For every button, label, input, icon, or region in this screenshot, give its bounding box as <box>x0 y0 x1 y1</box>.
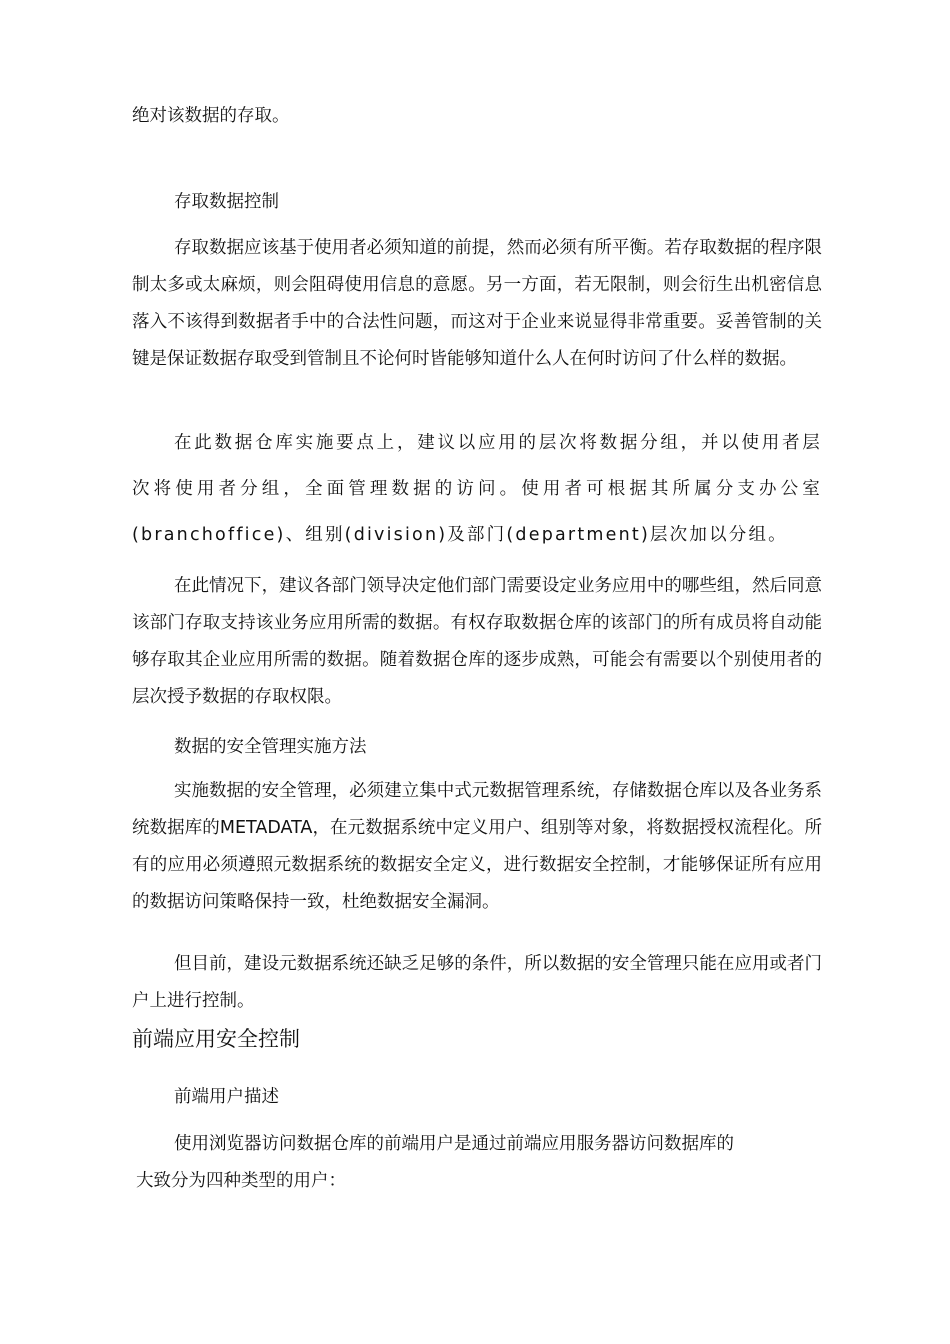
paragraph-frontend-1: 使用浏览器访问数据仓库的前端用户是通过前端应用服务器访问数据库的 <box>174 1134 734 1154</box>
paragraph-security-1: 实施数据的安全管理，必须建立集中式元数据管理系统，存储数据仓库以及各业务系统数据库的METADATA，在元数据系统中定义用户、组别等对象，将数据授权流程化。所有的应用必须遵照元数据系统的数据安全定义，进行数据安全控制，才能够保证所有应用的数据访问策略保持一致，杜绝数据安全漏洞。 <box>132 781 822 912</box>
paragraph-security-2: 但目前，建设元数据系统还缺乏足够的条件，所以数据的安全管理只能在应用或者门户上进行控制。 <box>132 954 822 1011</box>
subheading-security-method: 数据的安全管理实施方法 <box>174 737 367 757</box>
paragraph-access-1: 存取数据应该基于使用者必须知道的前提，然而必须有所平衡。若存取数据的程序限制太多或太麻烦，则会阻碍使用信息的意愿。另一方面，若无限制，则会衍生出机密信息落入不该得到数据者手中的合法性问题，而这对于企业来说显得非常重要。妥善管制的关键是保证数据存取受到管制且不论何时皆能够知道什么人在何时访问了什么样的数据。 <box>132 238 822 369</box>
paragraph-access-3: 在此情况下，建议各部门领导决定他们部门需要设定业务应用中的哪些组，然后同意该部门存取支持该业务应用所需的数据。有权存取数据仓库的该部门的所有成员将自动能够存取其企业应用所需的数据。随着数据仓库的逐步成熟，可能会有需要以个别使用者的层次授予数据的存取权限。 <box>132 576 822 707</box>
subheading-access-control: 存取数据控制 <box>174 192 279 212</box>
paragraph-frontend-2: 大致分为四种类型的用户： <box>136 1171 346 1191</box>
heading-frontend: 前端应用安全控制 <box>132 1027 300 1051</box>
paragraph-top: 绝对该数据的存取。 <box>132 106 290 126</box>
subheading-frontend-users: 前端用户描述 <box>174 1087 279 1107</box>
paragraph-access-2: 在此数据仓库实施要点上，建议以应用的层次将数据分组，并以使用者层次将使用者分组，全面管理数据的访问。使用者可根据其所属分支办公室(branchoffice)、组别(division)及部门(department)层次加以分组。 <box>132 433 822 545</box>
